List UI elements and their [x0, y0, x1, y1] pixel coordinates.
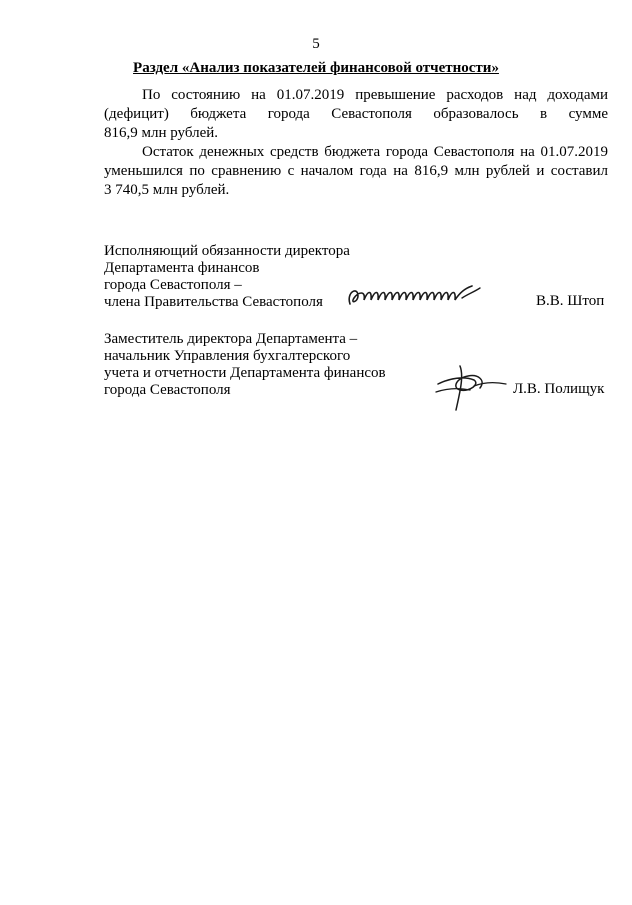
signatory-role	[104, 331, 386, 399]
handwritten-signature-icon	[430, 358, 510, 418]
paragraph-line: 816,9 млн рублей.	[104, 125, 219, 141]
paragraph	[104, 143, 608, 200]
signatory-name: В.В. Штоп	[536, 293, 605, 309]
handwritten-signature-icon	[344, 278, 484, 312]
paragraph-line: (дефицит) бюджета города Севастополя образовалось в сумме	[104, 106, 608, 122]
paragraph-line: Остаток денежных средств бюджета города Севастополя на 01.07.2019	[142, 144, 608, 160]
role-line: города Севастополя	[104, 382, 231, 398]
role-line: Заместитель директора Департамента –	[104, 331, 358, 347]
paragraph	[104, 86, 608, 143]
role-line: члена Правительства Севастополя	[104, 294, 323, 310]
role-line: Исполняющий обязанности директора	[104, 243, 350, 259]
signatory-role	[104, 243, 350, 311]
signatory-name: Л.В. Полищук	[513, 381, 605, 397]
role-line: учета и отчетности Департамента финансов	[104, 365, 386, 381]
role-line: начальник Управления бухгалтерского	[104, 348, 351, 364]
role-line: Департамента финансов	[104, 260, 260, 276]
page-number: 5	[312, 36, 320, 52]
section-title: Раздел «Анализ показателей финансовой отчетности»	[133, 60, 499, 76]
paragraph-line: 3 740,5 млн рублей.	[104, 182, 230, 198]
paragraph-line: По состоянию на 01.07.2019 превышение расходов над доходами	[142, 87, 608, 103]
paragraph-line: уменьшился по сравнению с началом года на 816,9 млн рублей и составил	[104, 163, 608, 179]
role-line: города Севастополя –	[104, 277, 242, 293]
body-text	[104, 86, 608, 200]
